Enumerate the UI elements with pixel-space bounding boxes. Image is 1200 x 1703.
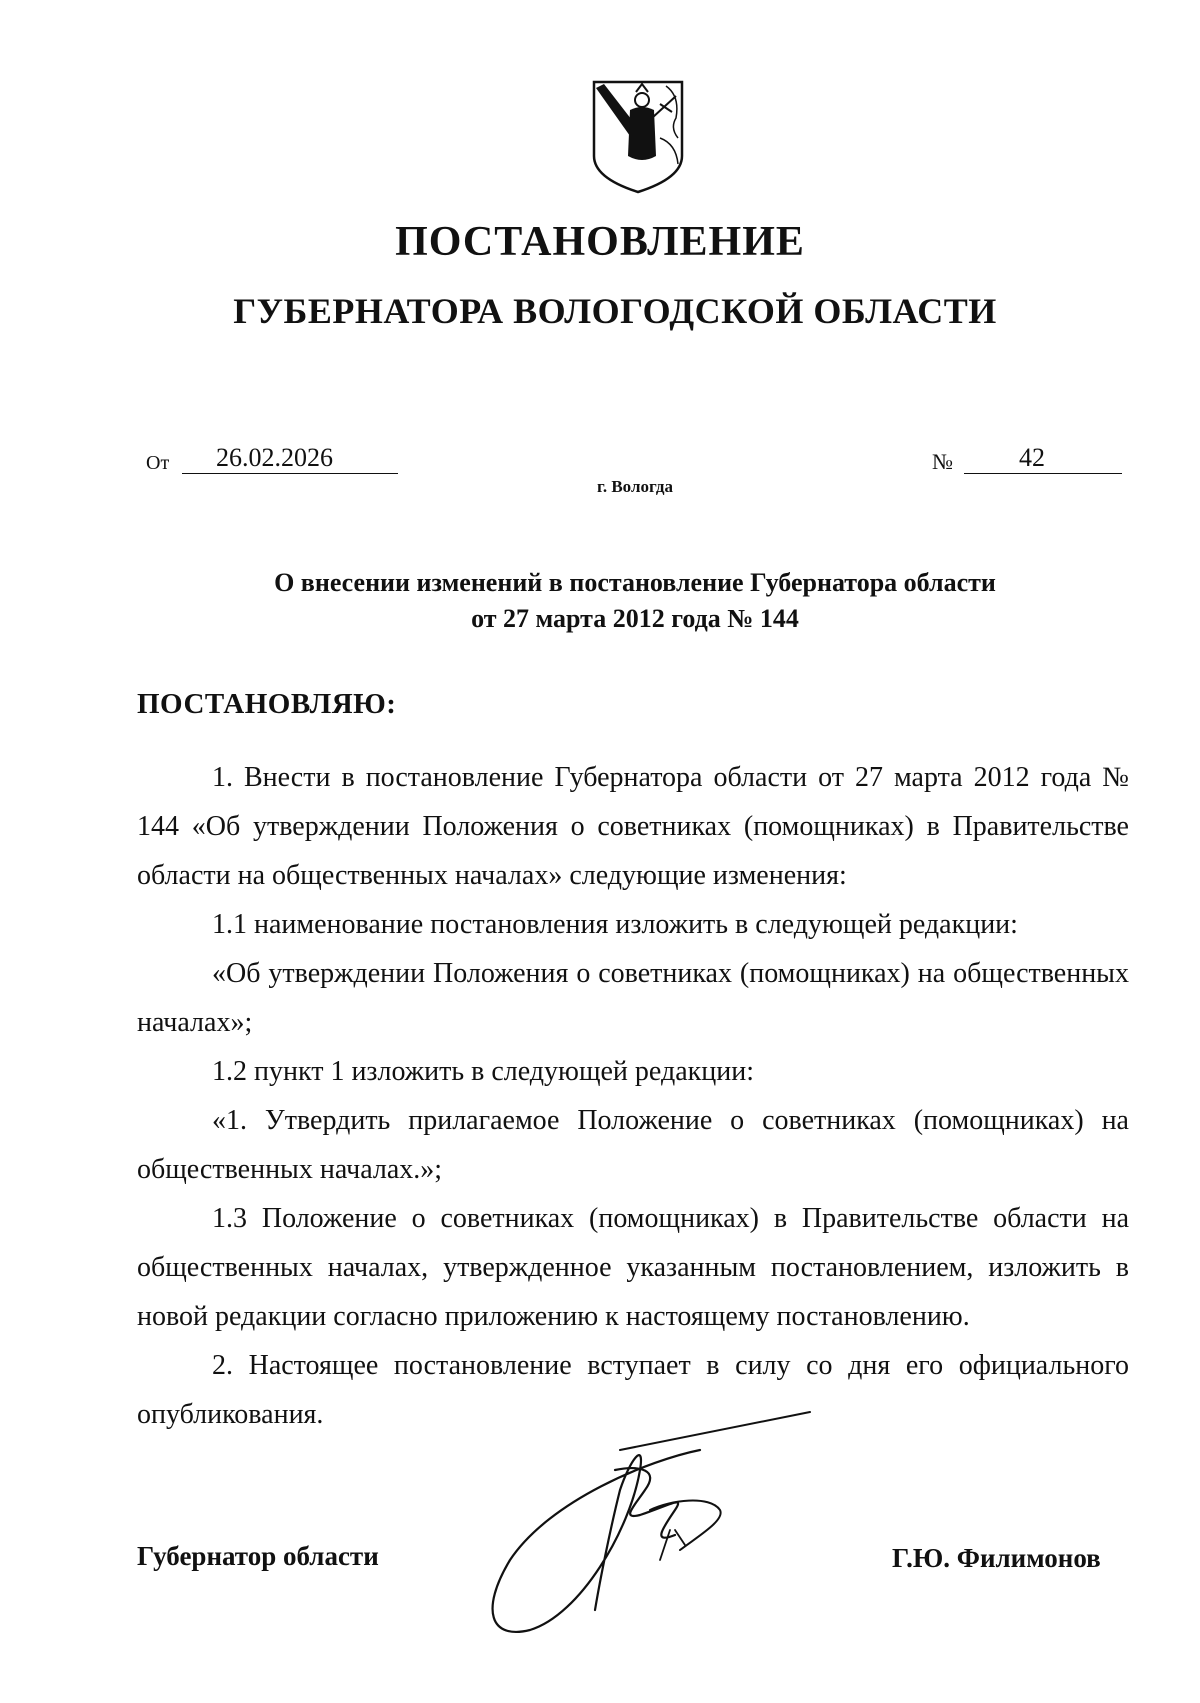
number-value: 42 (964, 443, 1122, 474)
subject-line-2: от 27 марта 2012 года № 144 (471, 604, 799, 633)
date-label: От (146, 452, 170, 474)
document-issuer: ГУБЕРНАТОРА ВОЛОГОДСКОЙ ОБЛАСТИ (233, 291, 997, 331)
paragraph-1-1: 1.1 наименование постановления изложить в следующей редакции: (212, 909, 1018, 940)
document-title: ПОСТАНОВЛЕНИЕ (395, 219, 805, 265)
decree-word: ПОСТАНОВЛЯЮ: (137, 688, 397, 720)
paragraph-2: 2. Настоящее постановление вступает в силу со дня его официального опубликования. (137, 1350, 1129, 1430)
date-value: 26.02.2026 (182, 443, 398, 474)
document-subject (160, 565, 1110, 637)
city: г. Вологда (597, 477, 673, 496)
signatory-position: Губернатор области (137, 1541, 379, 1571)
paragraph-1: 1. Внести в постановление Губернатора области от 27 марта 2012 года № 144 «Об утверждении Положения о советниках (помощниках) в Правительстве области на общественных началах» следующие изменения: (137, 762, 1129, 891)
document-body (137, 753, 1129, 1439)
paragraph-1-3: 1.3 Положение о советниках (помощниках) в Правительстве области на общественных началах, утвержденное указанным постановлением, изложить в новой редакции согласно приложению к настоящему постановлению. (137, 1203, 1129, 1332)
paragraph-1-1-text: «Об утверждении Положения о советниках (помощниках) на общественных началах»; (137, 958, 1129, 1038)
signatory-name: Г.Ю. Филимонов (892, 1543, 1101, 1573)
vologda-coat-of-arms-icon (590, 78, 686, 196)
subject-line-1: О внесении изменений в постановление Губернатора области (274, 568, 996, 597)
number-label: № (932, 449, 953, 474)
handwritten-signature-icon (470, 1410, 820, 1640)
paragraph-1-2: 1.2 пункт 1 изложить в следующей редакции: (212, 1056, 754, 1087)
paragraph-1-2-text: «1. Утвердить прилагаемое Положение о советниках (помощниках) на общественных началах.»; (137, 1105, 1129, 1185)
